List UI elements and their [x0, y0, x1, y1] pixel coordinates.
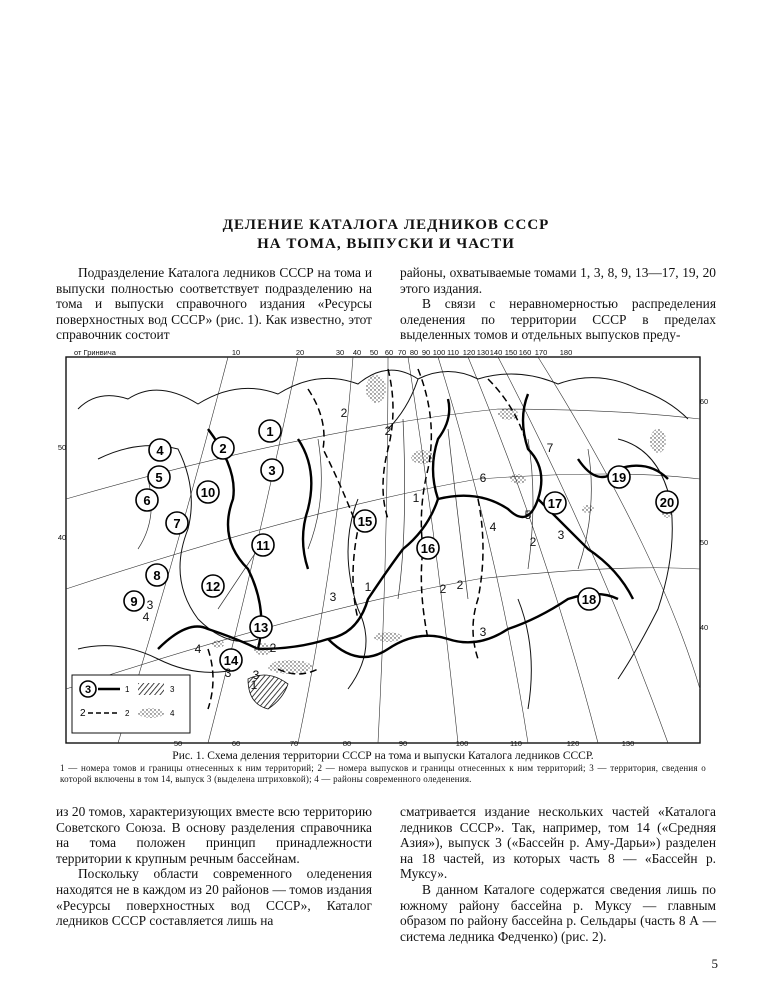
- volume-label: [354, 510, 376, 532]
- section-title: ДЕЛЕНИЕ КАТАЛОГА ЛЕДНИКОВ СССР: [222, 217, 550, 233]
- tick-label: 180: [559, 349, 573, 357]
- legend-key: 3: [84, 684, 92, 696]
- tick-label: 160: [518, 349, 532, 357]
- svg-text:20: 20: [659, 495, 675, 510]
- volume-label: [544, 492, 566, 514]
- tick-label: 50: [58, 443, 67, 452]
- greenwich-label: от Гринвича: [74, 349, 116, 357]
- svg-text:2: 2: [219, 441, 227, 456]
- tick-label: 120: [462, 349, 476, 357]
- svg-text:10: 10: [200, 485, 216, 500]
- svg-text:9: 9: [130, 594, 138, 609]
- svg-text:13: 13: [253, 620, 269, 635]
- paragraph: Поскольку области современного оледенения находятся не в каждом из 20 районов — томов издания «Ресурсы поверхностных вод СССР», Каталог ледников СССР составляется лишь на: [56, 866, 372, 929]
- volume-label: [124, 591, 144, 611]
- svg-text:19: 19: [611, 470, 627, 485]
- issue-label: 1: [364, 580, 372, 594]
- svg-text:17: 17: [547, 496, 563, 511]
- tick-label: 80: [342, 739, 352, 747]
- issue-labels: [143, 406, 565, 692]
- volume-label: [417, 537, 439, 559]
- paragraph: районы, охватываемые томами 1, 3, 8, 9, 13—17, 19, 20 этого издания.: [400, 265, 716, 296]
- tick-label: 40: [699, 623, 708, 632]
- tick-label: 50: [173, 739, 183, 747]
- legend-key: 1: [125, 685, 130, 694]
- issue-label: 1: [412, 491, 420, 505]
- tick-label: 170: [534, 349, 548, 357]
- paragraph: сматривается издание нескольких частей «Каталога ледников СССР». Так, например, том 14 («Средняя Азия»), выпуск 3 («Бассейн р. Аму-Дарьи») разделен на 18 частей, из которых часть 8 — «Бассейн р. Муксу».: [400, 804, 716, 882]
- volume-label: [250, 616, 272, 638]
- svg-text:4: 4: [156, 443, 164, 458]
- volume-label: [136, 489, 158, 511]
- tick-label: 130: [476, 349, 490, 357]
- issue-label: 1: [250, 678, 258, 692]
- issue-label: 3: [557, 528, 565, 542]
- paragraph: В данном Каталоге содержатся сведения лишь по южному району бассейна р. Муксу — главным образом по району бассейна р. Сельдары (часть 8 А — система ледника Федченко) (рис. 2).: [400, 881, 716, 944]
- tick-label: 140: [489, 349, 503, 357]
- legend-key: 2: [125, 709, 130, 718]
- paragraph: Подразделение Каталога ледников СССР на тома и выпуски полностью соответствует подразделению на тома и выпуски справочного издания «Ресурсы поверхностных вод СССР» (рис. 1). Как известно, этот справочник состоит: [56, 265, 372, 343]
- volume-labels: [124, 420, 678, 671]
- tick-label: 130: [621, 739, 635, 747]
- tick-label: 110: [510, 739, 522, 747]
- svg-text:6: 6: [143, 493, 151, 508]
- svg-text:15: 15: [357, 514, 373, 529]
- paragraph: из 20 томов, характеризующих вместе всю территорию Советского Союза. В основу разделения справочника на тома положен принцип принадлежности территории к крупным речным бассейнам.: [56, 804, 372, 866]
- svg-text:1: 1: [266, 424, 274, 439]
- volume-label: [202, 575, 224, 597]
- tick-label: 40: [352, 349, 362, 357]
- issue-label: 5: [524, 508, 532, 522]
- svg-text:5: 5: [155, 470, 163, 485]
- tick-label: 20: [295, 349, 305, 357]
- volume-label: [148, 466, 170, 488]
- volume-label: [149, 439, 171, 461]
- volume-label: [212, 437, 234, 459]
- issue-label: 4: [142, 610, 150, 624]
- tick-label: 70: [397, 349, 407, 357]
- tick-label: 90: [421, 349, 431, 357]
- issue-label: 3: [329, 590, 337, 604]
- issue-label: 6: [479, 471, 487, 485]
- issue-label: 2: [439, 582, 447, 596]
- svg-text:11: 11: [256, 538, 270, 553]
- column-bottom-left: [56, 804, 372, 929]
- volume-label: [252, 534, 274, 556]
- issue-label: 2: [269, 641, 277, 655]
- volume-boundaries: [158, 394, 668, 657]
- tick-label: 50: [699, 538, 708, 547]
- volume-label: [166, 512, 188, 534]
- tick-label: 100: [432, 349, 446, 357]
- tick-label: 50: [369, 349, 379, 357]
- issue-label: 3: [146, 598, 154, 612]
- tick-label: 100: [455, 739, 469, 747]
- svg-text:8: 8: [153, 568, 161, 583]
- issue-label: 2: [529, 535, 537, 549]
- svg-text:12: 12: [205, 579, 221, 594]
- legend-key: 3: [170, 685, 175, 694]
- paragraph: В связи с неравномерностью распределения оледенения по территории СССР в пределах выделенных томов и отдельных выпусков преду-: [400, 296, 716, 343]
- tick-label: 60: [231, 739, 241, 747]
- issue-label: 2: [340, 406, 348, 420]
- tick-label: 150: [504, 349, 518, 357]
- tick-label: 60: [384, 349, 394, 357]
- legend-key: 2: [80, 708, 86, 719]
- svg-text:18: 18: [581, 592, 597, 607]
- column-top-left: [56, 265, 372, 343]
- column-top-right: [400, 265, 716, 343]
- volume-label: [656, 491, 678, 513]
- section-subtitle: НА ТОМА, ВЫПУСКИ И ЧАСТИ: [257, 236, 515, 252]
- coastline: [78, 370, 688, 709]
- tick-label: 60: [699, 397, 708, 406]
- volume-label: [261, 459, 283, 481]
- issue-label: 4: [194, 642, 202, 656]
- tick-label: 30: [335, 349, 345, 357]
- svg-text:14: 14: [223, 653, 239, 668]
- issue-label: 3: [224, 666, 232, 680]
- map-legend: [72, 675, 190, 733]
- glaciation-areas: [212, 375, 675, 674]
- tick-label: 80: [409, 349, 419, 357]
- svg-text:7: 7: [173, 516, 181, 531]
- legend-key: 4: [170, 709, 175, 718]
- issue-label: 7: [546, 441, 554, 455]
- ussr-volumes-map: [58, 349, 708, 747]
- tick-label: 70: [289, 739, 299, 747]
- issue-label: 3: [252, 668, 260, 682]
- volume-label: [259, 420, 281, 442]
- volume-label: [608, 466, 630, 488]
- page-number: 5: [711, 956, 718, 971]
- tick-label: 120: [566, 739, 580, 747]
- issue-label: 4: [489, 520, 497, 534]
- tick-label: 10: [231, 349, 241, 357]
- svg-text:16: 16: [420, 541, 436, 556]
- figure-legend: 1 — номера томов и границы отнесенных к ним территорий; 2 — номера выпусков и границы отнесенных к ним территорий; 3 — территория, сведения о которой включены в том 14, выпуск 3 (выделена штриховкой); 4 — районы современного оледенения.: [60, 763, 706, 784]
- figure-caption: Рис. 1. Схема деления территории СССР на тома и выпуски Каталога ледников СССР.: [172, 750, 594, 762]
- volume-label: [197, 481, 219, 503]
- issue-label: 2: [456, 578, 464, 592]
- issue-label: 3: [479, 625, 487, 639]
- tick-label: 110: [447, 349, 459, 357]
- tick-label: 40: [58, 533, 67, 542]
- volume-label: [146, 564, 168, 586]
- column-bottom-right: [400, 804, 716, 944]
- volume-label: [578, 588, 600, 610]
- svg-text:3: 3: [268, 463, 276, 478]
- issue-label: 2: [384, 424, 392, 438]
- tick-label: 90: [398, 739, 408, 747]
